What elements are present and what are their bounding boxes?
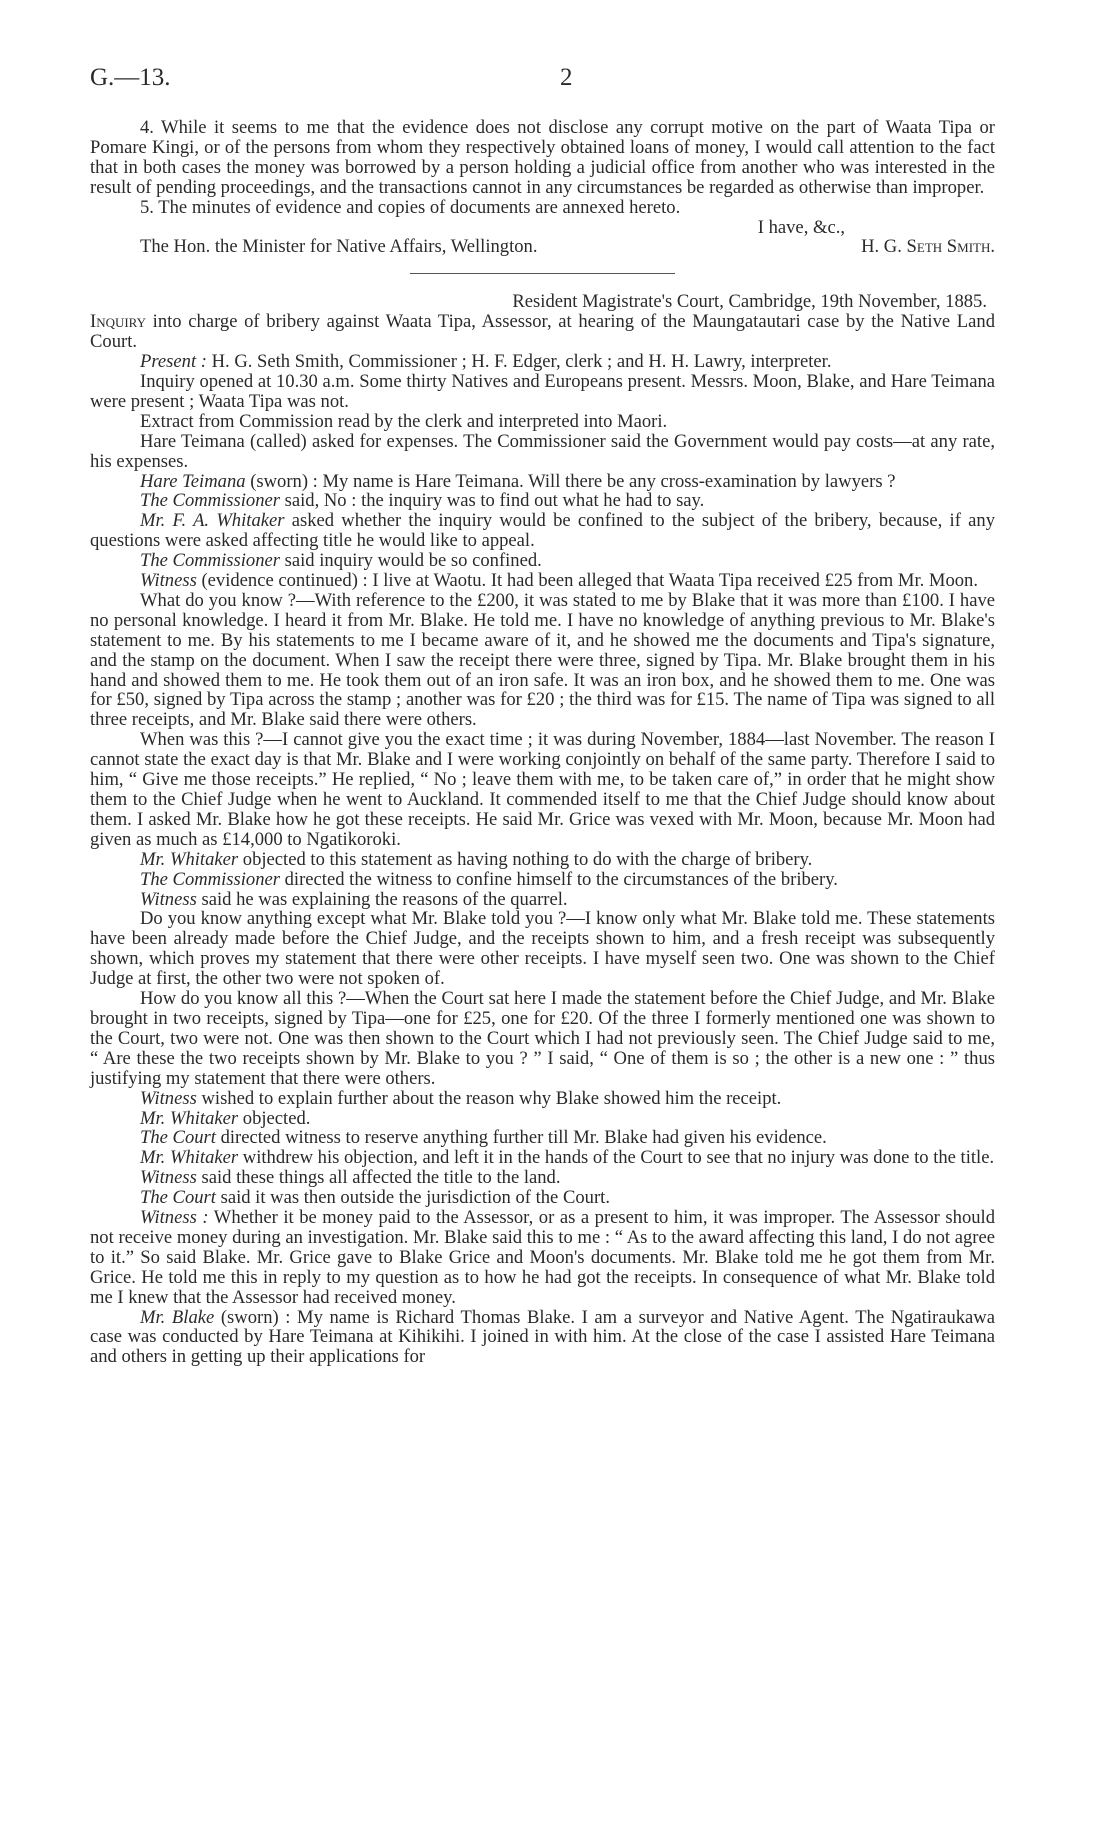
document-reference: G.—13. bbox=[90, 64, 171, 91]
speaker-label: Mr. Whitaker bbox=[140, 1107, 239, 1129]
speaker-text: said inquiry would be so confined. bbox=[279, 550, 542, 572]
paragraph-witness-5 bbox=[90, 1208, 995, 1308]
paragraph-whitaker-2 bbox=[90, 850, 995, 870]
paragraph-5: 5. The minutes of evidence and copies of documents are annexed hereto. bbox=[140, 196, 681, 218]
inquiry-heading bbox=[90, 312, 995, 352]
inquiry-lead: Inquiry bbox=[90, 311, 147, 333]
speaker-text: (evidence continued) : I live at Waotu. It had been alleged that Waata Tipa received £25 from Mr. Moon. bbox=[196, 570, 978, 592]
paragraph-commissioner-2 bbox=[90, 551, 995, 571]
page-number: 2 bbox=[560, 64, 573, 91]
paragraph-how-do-you-know: How do you know all this ?—When the Court sat here I made the statement before the Chief Judge, and Mr. Blake brought in two receipts, signed by Tipa—one for £25, one for £20. Of the three I formerly mentioned one was shown to the Court, two were not. One was then shown to the Court which I had not previously seen. The Chief Judge said to me, “ Are these the two receipts shown by Mr. Blake to you ? ” I said, “ One of them is so ; the other is a new one : ” thus justifying my statement that there were others. bbox=[90, 988, 995, 1089]
closing-line: I have, &c., bbox=[757, 216, 845, 238]
speaker-label: Witness bbox=[140, 1167, 197, 1189]
speaker-text: (sworn) : My name is Hare Teimana. Will there be any cross-examination by lawyers ? bbox=[245, 470, 896, 492]
paragraph-witness-4 bbox=[90, 1168, 995, 1188]
paragraph-do-you-know: Do you know anything except what Mr. Blake told you ?—I know only what Mr. Blake told me. These statements have been already made before the Chief Judge, and the receipts shown to him, and a fresh receipt was subsequently shown, which proves my statement that there were other receipts. I have myself seen two. One was shown to the Chief Judge at first, the other two were not spoken of. bbox=[90, 908, 995, 990]
speaker-text: said it was then outside the jurisdiction of the Court. bbox=[215, 1187, 610, 1209]
paragraph-court-1 bbox=[90, 1128, 995, 1148]
paragraph-witness-1 bbox=[90, 571, 995, 591]
document-body bbox=[90, 118, 995, 1367]
present-label: Present : bbox=[140, 351, 207, 373]
paragraph-whitaker-4 bbox=[90, 1148, 995, 1168]
speaker-label: Hare Teimana bbox=[140, 470, 246, 492]
page-header bbox=[90, 64, 990, 98]
speaker-label: Mr. F. A. Whitaker bbox=[140, 510, 285, 532]
speaker-text: said he was explaining the reasons of the quarrel. bbox=[196, 888, 568, 910]
paragraph-witness-3 bbox=[90, 1089, 995, 1109]
speaker-text: withdrew his objection, and left it in the hands of the Court to see that no injury was done to the title. bbox=[238, 1147, 995, 1169]
paragraph-commissioner-1 bbox=[90, 491, 995, 511]
speaker-label: The Commissioner bbox=[140, 550, 280, 572]
speaker-label: Witness : bbox=[140, 1207, 209, 1229]
paragraph-opened: Inquiry opened at 10.30 a.m. Some thirty Natives and Europeans present. Messrs. Moon, Blake, and Hare Teimana were present ; Waata Tipa was not. bbox=[90, 370, 995, 412]
paragraph-hare-sworn bbox=[90, 472, 995, 492]
paragraph-blake-sworn bbox=[90, 1308, 995, 1368]
present-text: H. G. Seth Smith, Commissioner ; H. F. Edger, clerk ; and H. H. Lawry, interpreter. bbox=[206, 351, 832, 373]
paragraph-whitaker-1 bbox=[90, 511, 995, 551]
section-divider bbox=[410, 273, 675, 274]
speaker-text: objected. bbox=[238, 1107, 311, 1129]
paragraph-court-2 bbox=[90, 1188, 995, 1208]
speaker-text: directed the witness to confine himself to the circumstances of the bribery. bbox=[279, 868, 838, 890]
speaker-text: (sworn) : My name is Richard Thomas Blake. I am a surveyor and Native Agent. The Ngatiraukawa case was conducted by Hare Teimana at Kihikihi. I joined in with him. At the close of the case I assisted Hare Teimana and others in getting up their applications for bbox=[90, 1306, 995, 1368]
speaker-text: said, No : the inquiry was to find out what he had to say. bbox=[279, 490, 705, 512]
speaker-text: objected to this statement as having nothing to do with the charge of bribery. bbox=[238, 848, 813, 870]
speaker-label: Mr. Whitaker bbox=[140, 1147, 239, 1169]
speaker-label: The Commissioner bbox=[140, 868, 280, 890]
paragraph-when-was-this: When was this ?—I cannot give you the exact time ; it was during November, 1884—last November. The reason I cannot state the exact day is that Mr. Blake and I were working conjointly on behalf of the same party. Therefore I said to him, “ Give me those receipts.” He replied, “ No ; leave them with me, to be taken care of,” in order that he might show them to the Chief Judge when he went to Auckland. It commended itself to me that the Chief Judge should know about them. I asked Mr. Blake how he got these receipts. He said Mr. Grice was vexed with Mr. Moon, because Mr. Moon had given as much as £14,000 to Ngatikoroki. bbox=[90, 729, 995, 850]
speaker-label: The Commissioner bbox=[140, 490, 280, 512]
signature-name: Seth Smith. bbox=[906, 236, 995, 258]
speaker-label: Mr. Whitaker bbox=[140, 848, 239, 870]
speaker-text: wished to explain further about the reason why Blake showed him the receipt. bbox=[196, 1087, 782, 1109]
inquiry-text: into charge of bribery against Waata Tipa, Assessor, at hearing of the Maungatautari case by the Native Land Court. bbox=[90, 311, 995, 353]
speaker-label: Witness bbox=[140, 570, 197, 592]
speaker-label: Witness bbox=[140, 1087, 197, 1109]
speaker-label: Mr. Blake bbox=[140, 1306, 215, 1328]
speaker-text: asked whether the inquiry would be confined to the subject of the bribery, because, if any questions were asked affecting title he would like to appeal. bbox=[90, 510, 995, 552]
speaker-label: The Court bbox=[140, 1127, 216, 1149]
present-paragraph bbox=[90, 352, 995, 372]
paragraph-commissioner-3 bbox=[90, 870, 995, 890]
paragraph-hare-called: Hare Teimana (called) asked for expenses. The Commissioner said the Government would pay costs—at any rate, his expenses. bbox=[90, 430, 995, 472]
speaker-text: Whether it be money paid to the Assessor, or as a present to him, it was improper. The Assessor should not receive money during an investigation. Mr. Blake said this to me : “ As to the award affecting this land, I do not agree to it.” So said Blake. Mr. Grice gave to Blake Grice and Moon's documents. Mr. Blake told me he got them from Mr. Grice. He told me this in reply to my question as to how he had got the receipts. In consequence of what Mr. Blake told me I knew that the Assessor had received money. bbox=[90, 1207, 996, 1308]
dateline: Resident Magistrate's Court, Cambridge, 19th November, 1885. bbox=[512, 291, 987, 313]
speaker-label: Witness bbox=[140, 888, 197, 910]
signature bbox=[861, 237, 995, 257]
speaker-text: said these things all affected the title to the land. bbox=[196, 1167, 561, 1189]
signature-row bbox=[90, 237, 995, 257]
paragraph-4: 4. While it seems to me that the evidence does not disclose any corrupt motive on the part of Waata Tipa or Pomare Kingi, or of the persons from whom they respectively obtained loans of money, I would call attention to the fact that in both cases the money was borrowed by a person holding a judicial office from another who was interested in the result of pending proceedings, and the transactions cannot in any circumstances be regarded as otherwise than improper. bbox=[90, 117, 995, 198]
paragraph-what-do-you-know: What do you know ?—With reference to the £200, it was stated to me by Blake that it was more than £100. I have no personal knowledge. I heard it from Mr. Blake. He told me. I have no knowledge of anything previous to Mr. Blake's statement to me. By his statements to me I became aware of it, and he showed me the documents and Tipa's signature, and the stamp on the document. When I saw the receipt there were three, signed by Tipa. Mr. Blake brought them in his hand and showed them to me. He took them out of an iron safe. It was an iron box, and he showed them to me. One was for £50, signed by Tipa across the stamp ; another was for £20 ; the third was for £15. The name of Tipa was signed to all three receipts, and Mr. Blake said there were others. bbox=[90, 589, 995, 731]
paragraph-witness-2 bbox=[90, 890, 995, 910]
addressee: The Hon. the Minister for Native Affairs, Wellington. bbox=[140, 236, 538, 258]
speaker-text: directed witness to reserve anything further till Mr. Blake had given his evidence. bbox=[215, 1127, 827, 1149]
paragraph-extract: Extract from Commission read by the clerk and interpreted into Maori. bbox=[140, 410, 668, 432]
paragraph-whitaker-3 bbox=[90, 1109, 995, 1129]
speaker-label: The Court bbox=[140, 1187, 216, 1209]
signature-initials: H. G. bbox=[861, 236, 902, 258]
